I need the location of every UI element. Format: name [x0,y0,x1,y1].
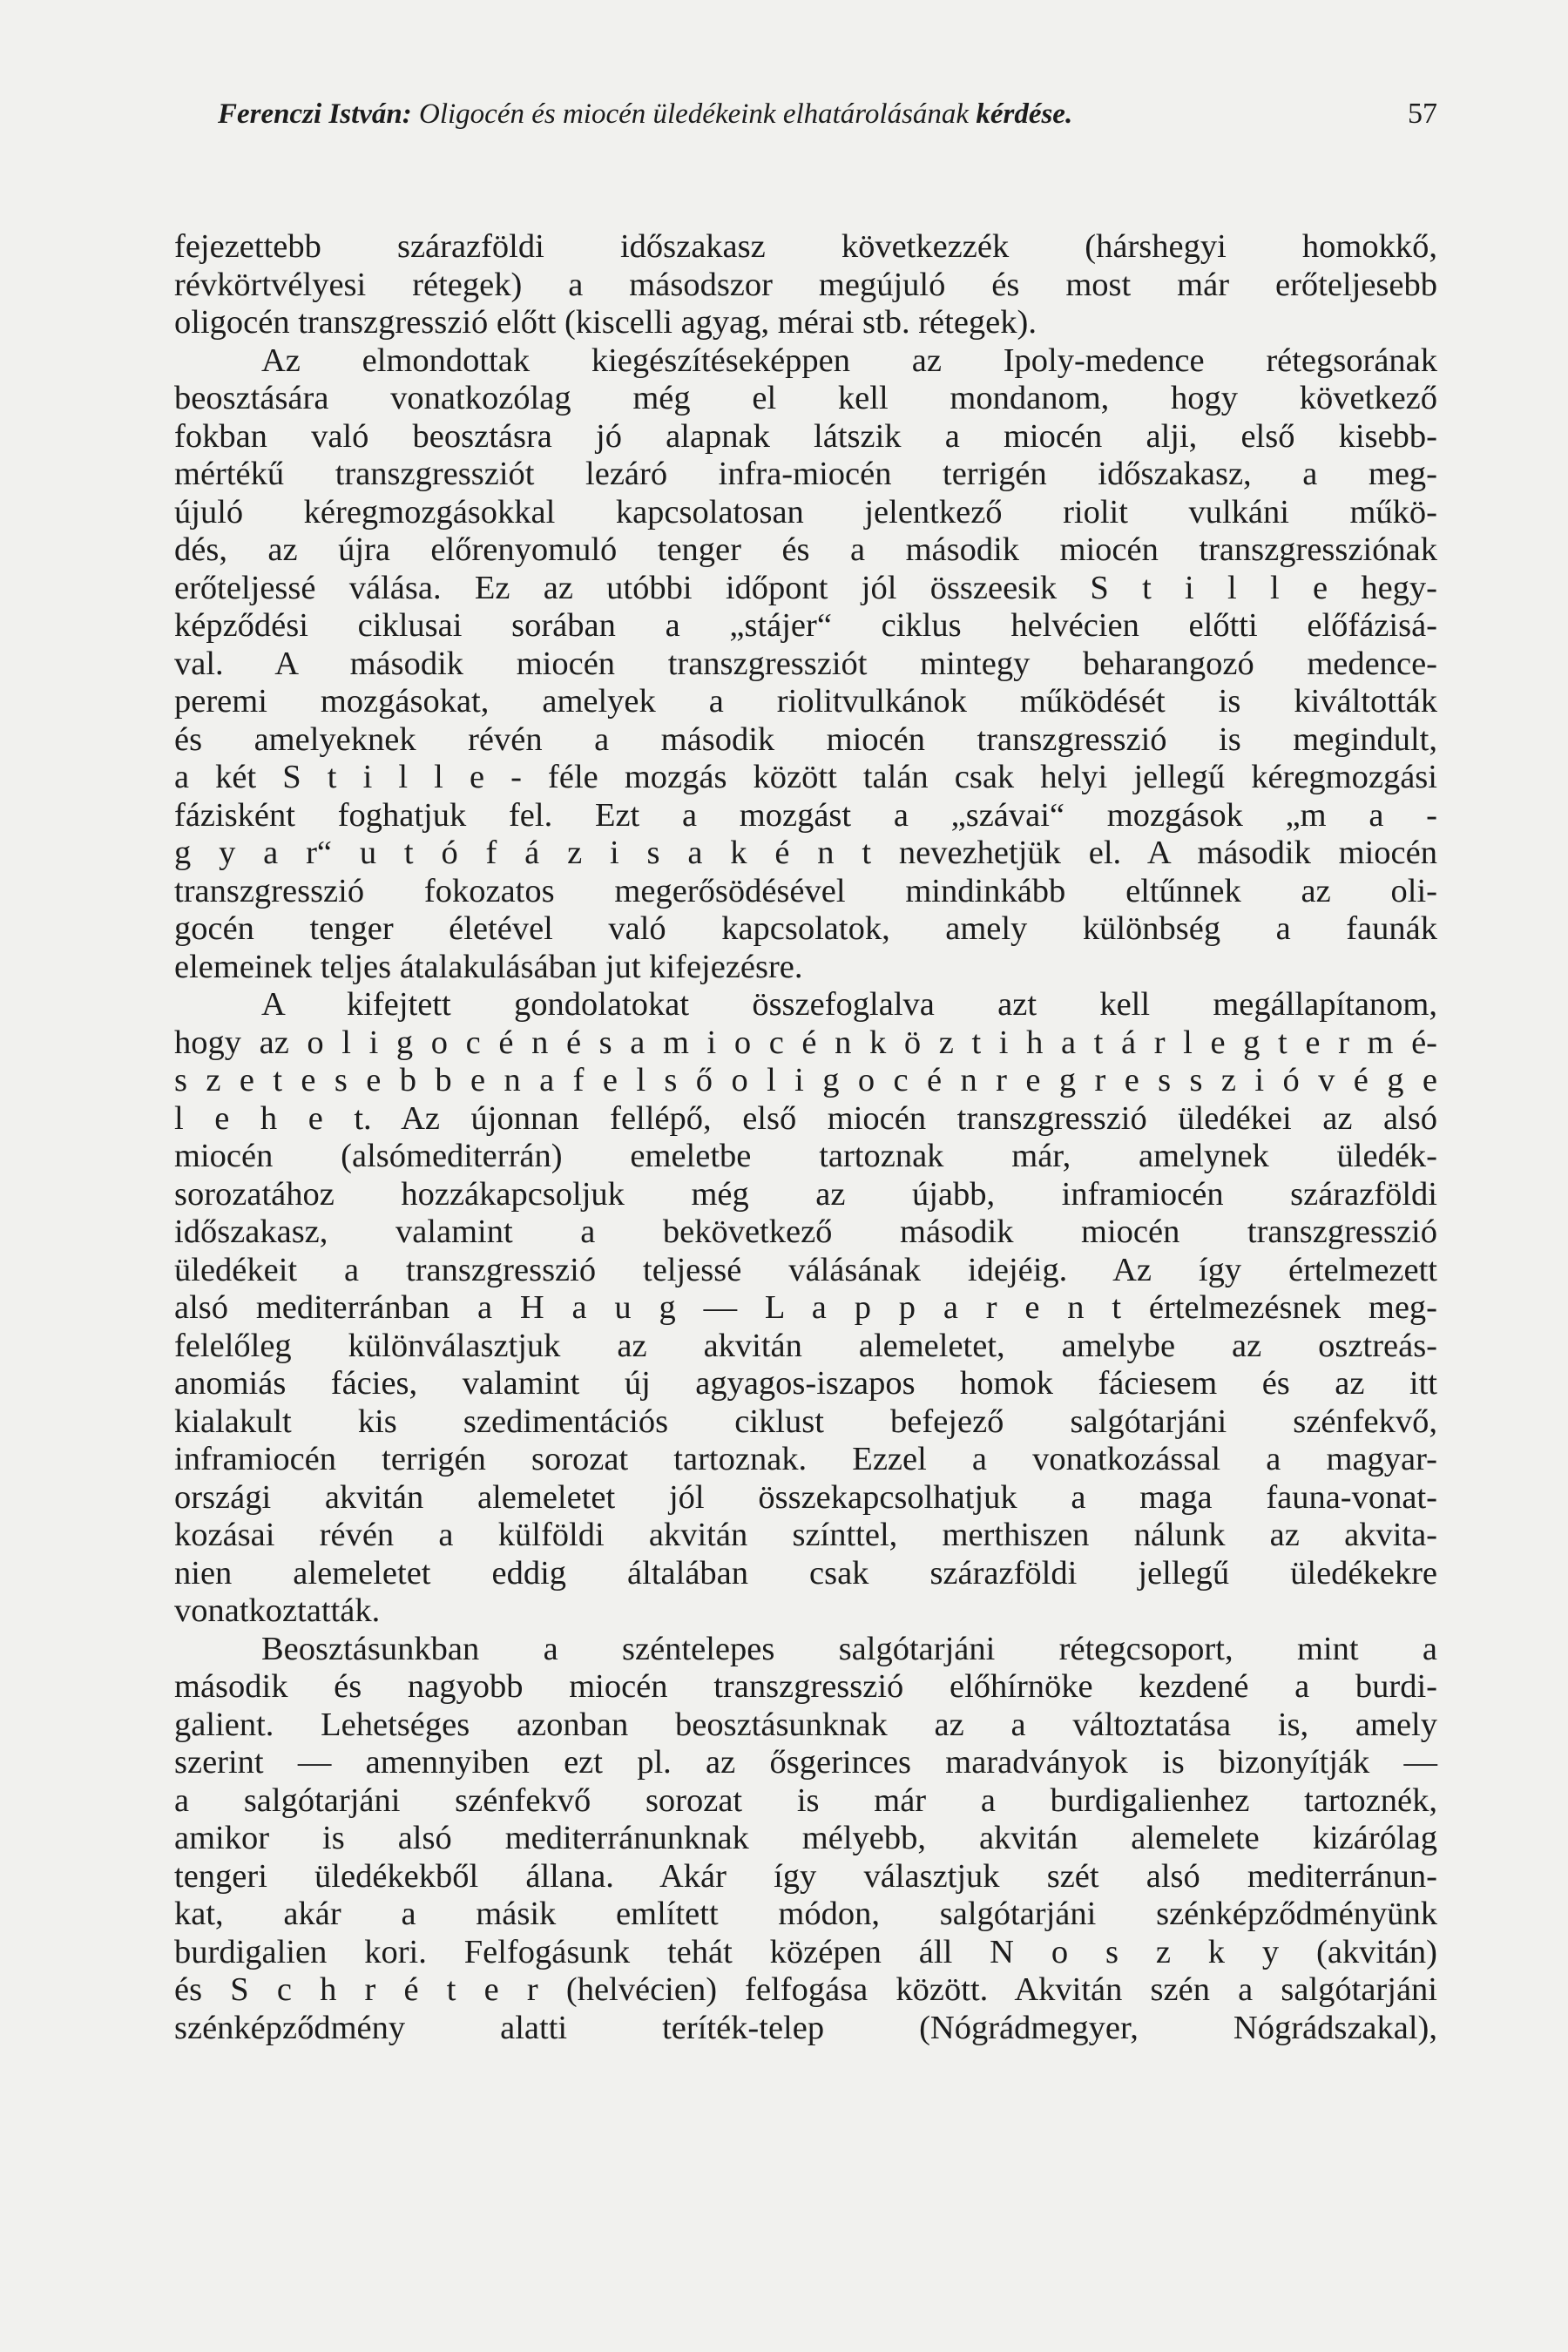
text-line: erőteljessé válása. Ez az utóbbi időpont jól összeesik S t i l l e hegy- [174,569,1437,606]
text-line: a két S t i l l e - féle mozgás között talán csak helyi jellegű kéregmozgási [174,759,1437,795]
text-line: a salgótarjáni szénfekvő sorozat is már a burdigalienhez tartoznék, [174,1781,1437,1819]
running-title [218,98,1072,131]
text-line: g y a r“ u t ó f á z i s a k é n t nevezhetjük el. A második miocén [174,835,1437,871]
page-number: 57 [1408,98,1437,130]
text-line: fejezettebb szárazföldi időszakasz következzék (hárshegyi homokkő, [174,228,1437,265]
text-line: kat, akár a másik említett módon, salgótarjáni szénképződményünk [174,1896,1437,1932]
text-line: Beosztásunkban a széntelepes salgótarjáni rétegcsoport, mint a [261,1630,1437,1667]
text-line: üledékeit a transzgresszió teljessé válásának idejéig. Az így értelmezett [174,1251,1437,1288]
text-line: l e h e t. Az újonnan fellépő, első miocén transzgresszió üledékei az alsó [174,1099,1437,1137]
text-line: val. A második miocén transzgressziót mintegy beharangozó medence- [174,645,1437,682]
text-line: kialakult kis szedimentációs ciklust befejező salgótarjáni szénfekvő, [174,1402,1437,1440]
text-line: anomiás fácies, valamint új agyagos-iszapos homok fáciesem és az itt [174,1365,1437,1402]
text-line: fázisként foghatjuk fel. Ezt a mozgást a „szávai“ mozgások „m a - [174,796,1437,834]
text-line: galient. Lehetséges azonban beosztásunknak az a változtatása is, amely [174,1706,1437,1743]
text-line: második és nagyobb miocén transzgresszió előhírnöke kezdené a burdi- [174,1668,1437,1705]
text-line: fokban való beosztásra jó alapnak látszik a miocén alji, első kisebb- [174,417,1437,455]
text-line: kozásai révén a külföldi akvitán színttel, merthiszen nálunk az akvita- [174,1517,1437,1553]
text-line: szerint — amennyiben ezt pl. az ősgerinces maradványok is bizonyítják — [174,1744,1437,1781]
text-line: és S c h r é t e r (helvécien) felfogása között. Akvitán szén a salgótarjáni [174,1971,1437,2008]
text-line: felelőleg különválasztjuk az akvitán alemeletet, amelybe az osztreás- [174,1327,1437,1364]
text-line: és amelyeknek révén a második miocén transzgresszió is megindult, [174,720,1437,758]
text-line: transzgresszió fokozatos megerősödésével mindinkább eltűnnek az oli- [174,872,1437,909]
header-title: Oligocén és miocén üledékeink elhatárolásának [419,98,970,130]
text-line: mértékű transzgressziót lezáró infra-miocén terrigén időszakasz, a meg- [174,456,1437,492]
text-line: dés, az újra előrenyomuló tenger és a második miocén transzgressziónak [174,531,1437,568]
text-line: képződési ciklusai sorában a „stájer“ ciklus helvécien előtti előfázisá- [174,607,1437,644]
text-line: tengeri üledékekből állana. Akár így választjuk szét alsó mediterránun- [174,1857,1437,1895]
text-line: A kifejtett gondolatokat összefoglalva azt kell megállapítanom, [261,986,1437,1023]
text-line: amikor is alsó mediterránunknak mélyebb, akvitán alemelete kizárólag [174,1820,1437,1856]
text-line: beosztására vonatkozólag még el kell mondanom, hogy következő [174,380,1437,416]
text-line: alsó mediterránban a H a u g — L a p p a r e n t értelmezésnek meg- [174,1289,1437,1326]
text-line: peremi mozgásokat, amelyek a riolitvulkánok működését is kiváltották [174,683,1437,720]
header-author: Ferenczi István: [218,98,412,130]
text-line: gocén tenger életével való kapcsolatok, amely különbség a faunák [174,910,1437,947]
text-line: elemeinek teljes átalakulásában jut kifejezésre. [174,948,803,985]
running-header [218,98,1437,131]
text-line: Az elmondottak kiegészítéseképpen az Ipoly-medence rétegsorának [261,341,1437,379]
text-line: inframiocén terrigén sorozat tartoznak. Ezzel a vonatkozással a magyar- [174,1441,1437,1477]
text-line: vonatkoztatták. [174,1592,381,1629]
text-line: hogy az o l i g o c é n é s a m i o c é n k ö z t i h a t á r l e g t e r m é- [174,1024,1437,1061]
text-line: miocén (alsómediterrán) emeletbe tartoznak már, amelynek üledék- [174,1138,1437,1174]
text-line: révkörtvélyesi rétegek) a másodszor megújuló és most már erőteljesebb [174,266,1437,303]
text-line: országi akvitán alemeletet jól összekapcsolhatjuk a maga fauna-vonat- [174,1478,1437,1516]
text-line: újuló kéregmozgásokkal kapcsolatosan jelentkező riolit vulkáni műkö- [174,493,1437,531]
header-title-end: kérdése. [976,98,1073,130]
text-line: időszakasz, valamint a bekövetkező második miocén transzgresszió [174,1213,1437,1250]
text-line: nien alemeletet eddig általában csak szárazföldi jellegű üledékekre [174,1554,1437,1592]
text-line: burdigalien kori. Felfogásunk tehát középen áll N o s z k y (akvitán) [174,1933,1437,1970]
text-line: sorozatához hozzákapcsoljuk még az újabb, inframiocén szárazföldi [174,1175,1437,1213]
body-text [174,228,1437,2047]
text-line: szénképződmény alatti teríték-telep (Nógrádmegyer, Nógrádszakal), [174,2009,1437,2046]
text-line: oligocén transzgresszió előtt (kiscelli agyag, mérai stb. rétegek). [174,304,1037,341]
text-line: s z e t e s e b b e n a f e l s ő o l i g o c é n r e g r e s s z i ó v é g e [174,1062,1437,1098]
